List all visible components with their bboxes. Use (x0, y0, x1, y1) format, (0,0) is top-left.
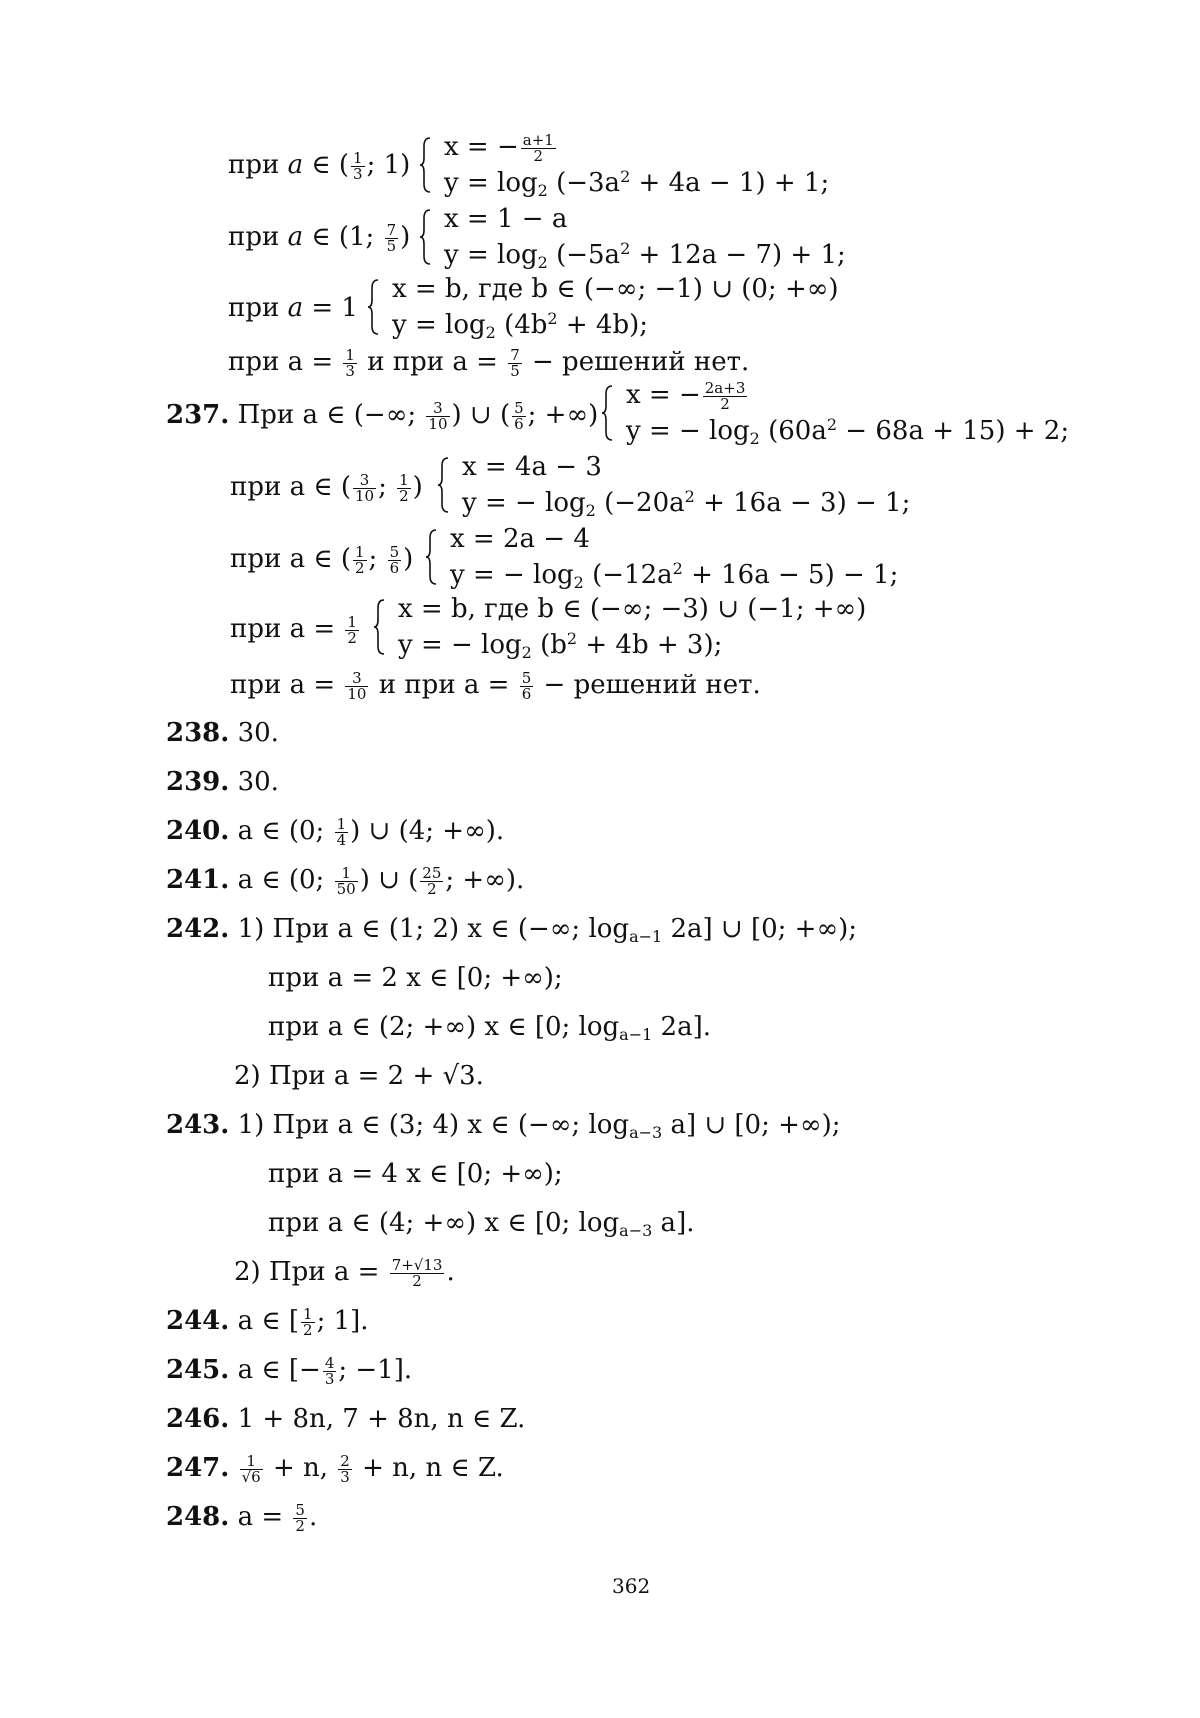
answer-237-line-1: 237. При a ∈ (−∞; $\frac{3}{10}$ ) ∪ ( $\frac{5}{6}$ ; +∞) (166, 398, 599, 433)
left-brace-icon (418, 136, 432, 194)
answer-242-line-3: при a ∈ (2; +∞) x ∈ [0; $\log_{a-1} 2a$]. (268, 1012, 712, 1044)
answer-246: 246. 1 + 8n, 7 + 8n, n ∈ Z. (166, 1404, 526, 1434)
answer-243-line-1: 243. 1) При a ∈ (3; 4) x ∈ (−∞; $\log_{a-3} a$] ∪ [0; +∞); (166, 1110, 841, 1142)
answer-248: 248. a = $\frac{5}{2}$ . (166, 1500, 318, 1535)
cond-236-3: при a = 1 (228, 293, 358, 323)
answer-244: 244. a ∈ [ $\frac{1}{2}$ ; 1]. (166, 1304, 369, 1339)
answer-245: 245. a ∈ [− $\frac{4}{3}$ ; −1]. (166, 1353, 413, 1388)
y-eq-237-4: y = − $\log_2 (b^2 + 4b + 3)$; (398, 629, 723, 662)
answer-243-line-3: при a ∈ (4; +∞) x ∈ [0; $\log_{a-3} a$]. (268, 1208, 695, 1240)
left-brace-icon (418, 208, 432, 266)
y-eq-236-1: $y = \log_2 (-3a^2 + 4a - 1) + 1$; (444, 167, 830, 200)
answer-241: 241. a ∈ (0; $\frac{1}{50}$ ) ∪ ( $\frac{25}{2}$ ; +∞). (166, 863, 525, 898)
answer-238: 238. 30. (166, 718, 279, 748)
answer-239: 239. 30. (166, 767, 279, 797)
y-eq-236-3: $y = \log_2 (4b^2 + 4b)$; (392, 309, 648, 342)
y-eq-237-2: y = − $\log_2 (-20a^2 + 16a - 3) - 1$; (462, 487, 911, 520)
cond-237-5: при a = $\frac{3}{10}$ и при a = $\frac{5}{6}$ − решений нет. (230, 668, 761, 703)
x-eq-236-2: x = 1 − a (444, 204, 568, 234)
x-eq-237-2: x = 4a − 3 (462, 452, 602, 482)
x-eq-236-3: x = b, где b ∈ (−∞; −1) ∪ (0; +∞) (392, 274, 839, 304)
left-brace-icon (372, 598, 386, 656)
y-eq-237-1: y = − $\log_2 (60a^2 - 68a + 15) + 2$; (626, 415, 1070, 448)
answer-242-line-1: 242. 1) При a ∈ (1; 2) x ∈ (−∞; $\log_{a-1} 2a$] ∪ [0; +∞); (166, 914, 858, 946)
x-eq-236-1: x = − $\frac{a+1}{2}$ (444, 130, 554, 165)
cond-236-2: при a ∈ (1; $\frac{7}{5}$ ) (228, 220, 411, 255)
left-brace-icon (366, 278, 380, 336)
y-eq-236-2: $y = \log_2 (-5a^2 + 12a - 7) + 1$; (444, 239, 846, 272)
answer-242-line-2: при a = 2 x ∈ [0; +∞); (268, 963, 563, 993)
x-eq-237-4: x = b, где b ∈ (−∞; −3) ∪ (−1; +∞) (398, 594, 867, 624)
answer-240: 240. a ∈ (0; $\frac{1}{4}$ ) ∪ (4; +∞). (166, 814, 505, 849)
answer-242-line-4: 2) При a = 2 + √3. (234, 1061, 484, 1091)
x-eq-237-3: x = 2a − 4 (450, 524, 590, 554)
cond-237-4: при a = $\frac{1}{2}$ (230, 612, 357, 647)
left-brace-icon (600, 384, 614, 442)
answer-243-line-4: 2) При a = $\frac{7+√13}{2}$ . (234, 1255, 455, 1290)
y-eq-237-3: y = − $\log_2 (-12a^2 + 16a - 5) - 1$; (450, 559, 899, 592)
left-brace-icon (436, 456, 450, 514)
page-number: 362 (612, 1574, 651, 1598)
cond-236-1: при a ∈ ( $\frac{1}{3}$ ; 1) (228, 148, 411, 183)
cond-237-3: при a ∈ ( $\frac{1}{2}$ ; $\frac{5}{6}$ ) (230, 542, 414, 577)
answer-243-line-2: при a = 4 x ∈ [0; +∞); (268, 1159, 563, 1189)
cond-236-4: при a = $\frac{1}{3}$ и при a = $\frac{7}{5}$ − решений нет. (228, 345, 750, 380)
answer-247: 247. $\frac{1}{√6}$ + n, $\frac{2}{3}$ + n, n ∈ Z. (166, 1451, 504, 1486)
cond-237-2: при a ∈ ( $\frac{3}{10}$ ; $\frac{1}{2}$ ) (230, 470, 423, 505)
x-eq-237-1: x = − $\frac{2a+3}{2}$ (626, 378, 746, 413)
left-brace-icon (424, 528, 438, 586)
